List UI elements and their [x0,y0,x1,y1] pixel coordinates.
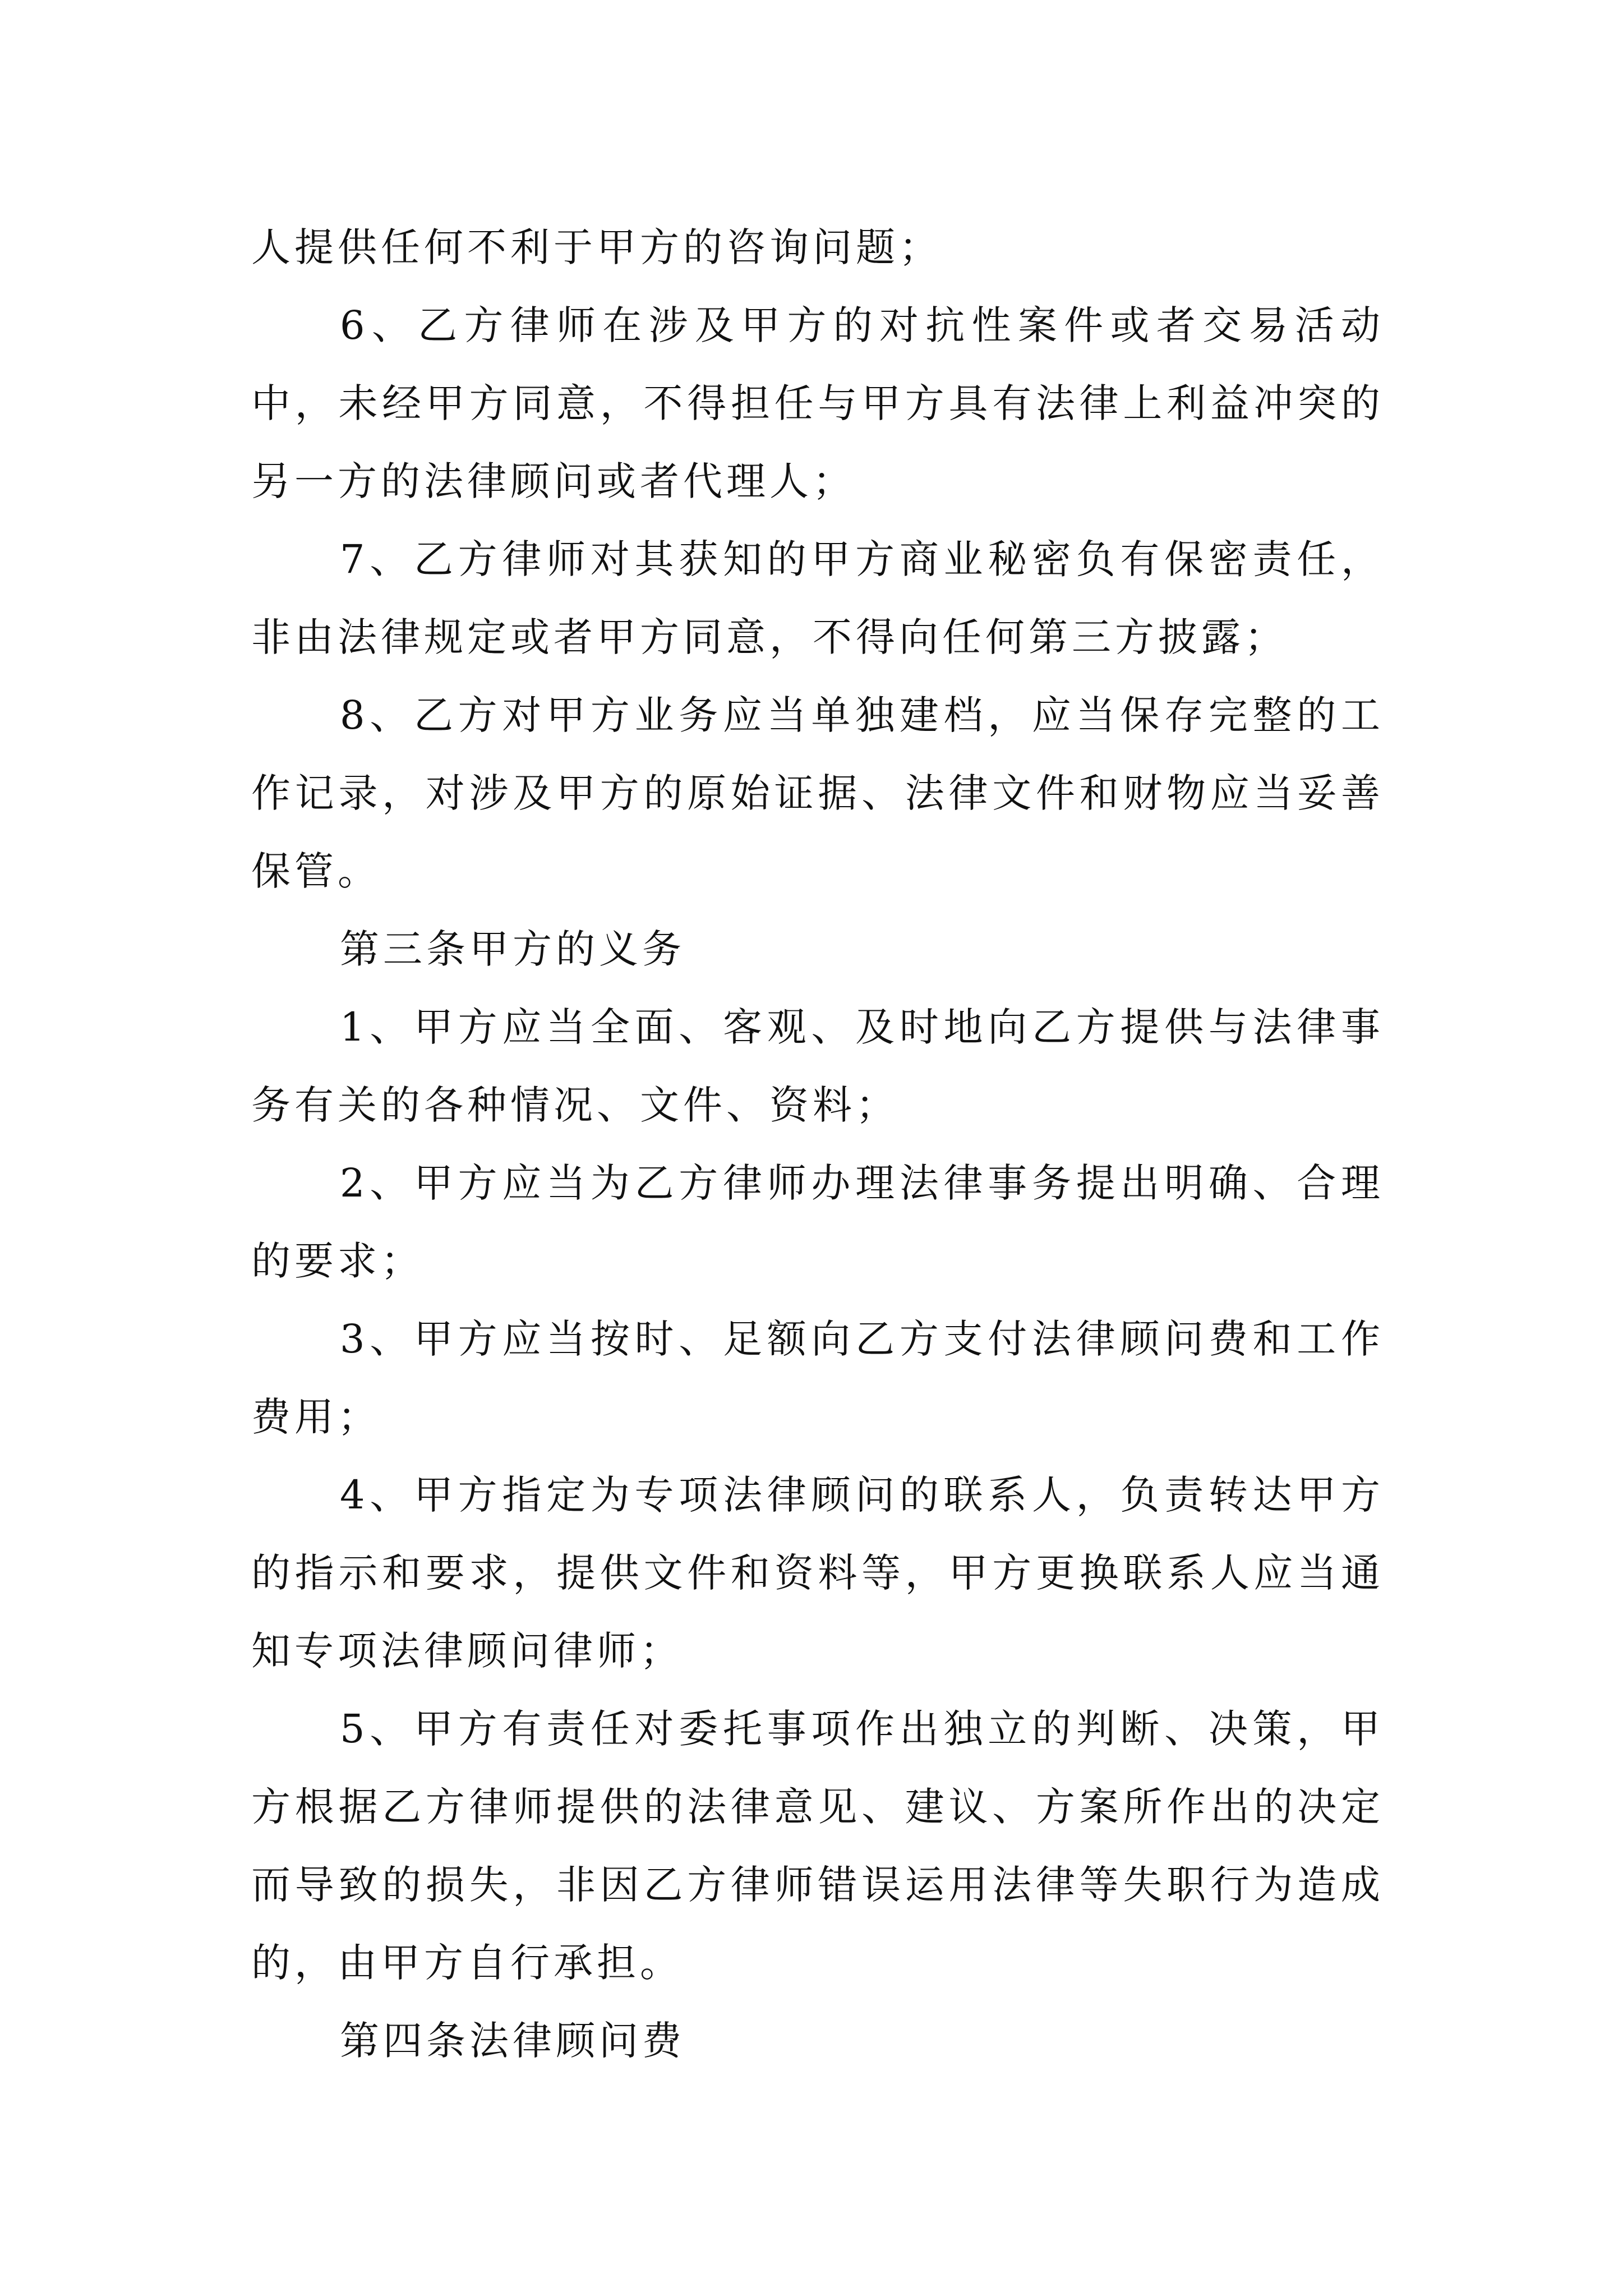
clause-item-3: 3、甲方应当按时、足额向乙方支付法律顾问费和工作费用； [251,1316,1384,1440]
clause-item-5: 5、甲方有责任对委托事项作出独立的判断、决策，甲方根据乙方律师提供的法律意见、建议、方案所作出的决定而导致的损失，非因乙方律师错误运用法律等失职行为造成的，由甲方自行承担。 [251,1706,1384,1986]
clause-item-1: 1、甲方应当全面、客观、及时地向乙方提供与法律事务有关的各种情况、文件、资料； [251,1004,1384,1128]
clause-item-4: 4、甲方指定为专项法律顾问的联系人，负责转达甲方的指示和要求，提供文件和资料等，甲方更换联系人应当通知专项法律顾问律师； [251,1472,1384,1674]
clause-item-2: 2、甲方应当为乙方律师办理法律事务提出明确、合理的要求； [251,1160,1384,1284]
paragraph-continuation: 人提供任何不利于甲方的咨询问题； [251,224,942,270]
section-heading-article-4: 第四条法律顾问费 [340,2018,685,2064]
document-body [251,209,1384,2080]
clause-item-8: 8、乙方对甲方业务应当单独建档，应当保存完整的工作记录，对涉及甲方的原始证据、法律文件和财物应当妥善保管。 [251,692,1384,894]
section-heading-article-3: 第三条甲方的义务 [340,926,685,972]
clause-item-7: 7、乙方律师对其获知的甲方商业秘密负有保密责任，非由法律规定或者甲方同意，不得向任何第三方披露； [251,536,1384,660]
clause-item-6: 6、乙方律师在涉及甲方的对抗性案件或者交易活动中，未经甲方同意，不得担任与甲方具有法律上利益冲突的另一方的法律顾问或者代理人； [251,302,1384,504]
